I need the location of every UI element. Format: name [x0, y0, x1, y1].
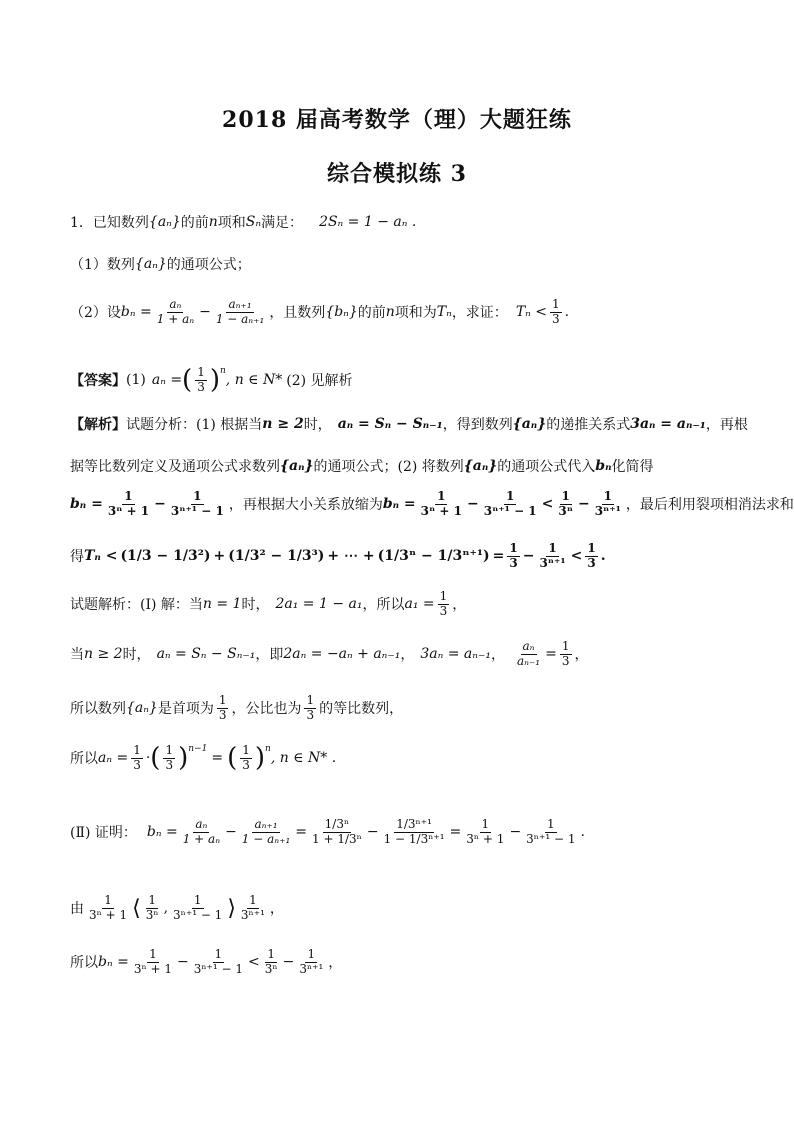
text: ，再根据大小关系放缩为 [228, 497, 383, 514]
solution-line-3 [70, 694, 403, 723]
analysis-label: 【解析】 [70, 417, 126, 433]
text: 的通项公式；(2) 将数列 [313, 459, 464, 475]
exponent: n [220, 366, 226, 376]
math-ineq: Tₙ < [515, 304, 548, 321]
text: 当 [70, 647, 84, 664]
equals-sign: = [211, 750, 224, 767]
problem-text: 项和为 [394, 305, 437, 322]
comma: , [163, 900, 169, 917]
math-cond: n = 1 [202, 596, 242, 613]
left-paren: ( [227, 743, 238, 774]
minus-sign: − [466, 496, 479, 513]
solution-line-4 [70, 744, 336, 773]
problem-text: 项和 [217, 215, 246, 231]
math-var: bₙ = [146, 824, 178, 841]
fraction: $\frac{1}{\text{3ⁿ}}$ [145, 893, 159, 922]
fraction: $\frac{1}{3}$ [561, 639, 570, 668]
right-paren: ) [209, 365, 220, 396]
fraction: $\frac{\text{aₙ}}{\text{1 + aₙ}}$ [182, 817, 221, 846]
math-eq: aₙ = Sₙ − Sₙ₋₁ [156, 646, 256, 663]
math-eq: 3aₙ = aₙ₋₁ [420, 646, 491, 663]
fraction: $\frac{1}{\text{3ⁿ + 1}}$ [89, 893, 128, 922]
fraction: $\frac{1}{\text{3ⁿ⁺¹ − 1}}$ [193, 947, 244, 976]
math-var: n [385, 304, 395, 321]
comma: ， [452, 597, 467, 614]
less-than: < [248, 954, 260, 971]
right-paren: ) [254, 743, 266, 774]
math-var: n [208, 214, 218, 230]
math-seq: {aₙ} [512, 416, 547, 432]
math-group: (1/3² − 1/3³) [228, 548, 325, 565]
fraction: $\frac{1}{\text{3ⁿ⁺¹}}$ [594, 489, 621, 518]
minus-sign: − [509, 824, 522, 841]
math-group: (1/3 − 1/3²) [120, 548, 211, 565]
problem-line-1 [70, 212, 416, 232]
text: (Ⅱ) 证明： [70, 825, 137, 842]
fraction: $\frac{1}{\text{3ⁿ⁺¹ − 1}}$ [483, 489, 537, 518]
text: 所以 [70, 751, 98, 768]
right-angle: ⟩ [227, 895, 236, 921]
solution-line-1 [70, 590, 466, 619]
period: . [600, 548, 606, 565]
equals-sign: = [545, 646, 557, 663]
fraction: $\frac{1}{\text{3ⁿ⁺¹ − 1}}$ [526, 817, 576, 846]
text: 化简得 [611, 459, 654, 475]
text: ，再根 [705, 417, 748, 433]
compound-fraction: $\frac{\text{1/3ⁿ}}{\text{1 + 1/3ⁿ}}$ [312, 817, 362, 846]
problem-text: 1．已知数列 [70, 215, 149, 231]
math-condition: 2Sₙ = 1 − aₙ . [319, 214, 417, 230]
answer-line [70, 366, 353, 395]
problem-q2 [70, 298, 569, 327]
fraction: $\frac{1}{\text{3ⁿ + 1}}$ [466, 817, 505, 846]
math-seq: {aₙ} [126, 700, 158, 717]
period: . [564, 304, 570, 321]
text: 据等比数列定义及通项公式求数列 [70, 459, 280, 475]
minus-sign: − [154, 496, 166, 513]
fraction: $\frac{1}{3}$ [509, 541, 518, 570]
math-seq: {aₙ} [134, 256, 167, 272]
problem-text: 的前 [180, 215, 209, 231]
text: 所以 [70, 955, 98, 972]
minus-sign: − [199, 304, 211, 321]
main-title: 2018 届高考数学（理）大题狂练 [222, 107, 572, 133]
text: 试题分析：(1) 根据当 [126, 417, 263, 433]
problem-q1 [70, 254, 251, 274]
fraction: $\frac{1}{3}$ [133, 743, 141, 772]
fraction: $\frac{\text{aₙ₊₁}}{\text{1 − aₙ₊₁}}$ [215, 297, 265, 326]
fraction: $\frac{1}{3}$ [165, 743, 174, 772]
problem-text: 的通项公式； [166, 257, 251, 273]
solution-line-5 [70, 818, 585, 847]
ellipsis: + ⋯ + [327, 548, 375, 565]
math-var: Tₙ [436, 304, 452, 321]
fraction: $\frac{1}{3}$ [587, 541, 596, 570]
problem-text: 满足： [261, 215, 304, 231]
minus-sign: − [225, 824, 237, 841]
math-seq: {aₙ} [280, 458, 314, 474]
less-than: < [570, 548, 583, 565]
fraction: $\frac{1}{\text{3ⁿ + 1}}$ [107, 489, 150, 518]
text: 时， [122, 647, 151, 664]
fraction: $\frac{1}{\text{3ⁿ⁺¹}}$ [539, 541, 566, 570]
exponent: n−1 [188, 744, 208, 754]
analysis-line-4 [70, 542, 606, 571]
fraction: $\frac{1}{3}$ [197, 365, 205, 394]
math-var: aₙ = [98, 750, 129, 767]
equals-sign: = [295, 824, 308, 841]
minus-sign: − [366, 824, 379, 841]
text: ，即 [255, 647, 284, 664]
math-var: bₙ = [120, 304, 152, 321]
problem-text: ，求证： [451, 305, 508, 322]
math-eq: 2a₁ = 1 − a₁ [275, 596, 363, 613]
analysis-line-3 [70, 490, 794, 519]
left-angle: ⟨ [132, 895, 141, 921]
text: 由 [70, 901, 84, 918]
fraction: $\frac{\text{aₙ}}{\text{1 + aₙ}}$ [156, 297, 195, 326]
math-seq: {aₙ} [148, 214, 181, 230]
solution-line-7 [70, 948, 342, 977]
fraction: $\frac{\text{aₙ}}{\text{aₙ₋₁}}$ [516, 639, 541, 668]
math-domain: , n ∈ N* . [270, 750, 337, 767]
fraction: $\frac{1}{\text{3ⁿ + 1}}$ [133, 947, 172, 976]
fraction: $\frac{1}{3}$ [306, 693, 315, 722]
analysis-line-1 [70, 414, 748, 434]
left-paren: ( [150, 743, 161, 774]
text: ，公比也为 [231, 701, 302, 718]
comma: ， [400, 647, 415, 664]
fraction: $\frac{1}{\text{3ⁿ + 1}}$ [420, 489, 462, 518]
math-var: bₙ [595, 458, 612, 474]
math-eq: aₙ = Sₙ − Sₙ₋₁ [337, 416, 443, 432]
minus-sign: − [176, 954, 189, 971]
math-seq: {aₙ} [463, 458, 498, 474]
dot-operator: · [145, 750, 151, 767]
solution-line-2 [70, 640, 589, 669]
minus-sign: − [522, 548, 535, 565]
text: 的通项公式代入 [497, 459, 596, 475]
math-var: a₁ = [404, 596, 435, 613]
text: 得 [70, 549, 84, 566]
fraction: $\frac{1}{3}$ [552, 297, 560, 326]
comma: ， [574, 647, 589, 664]
math-var: Tₙ < [84, 548, 118, 565]
math-var: bₙ = [382, 496, 416, 513]
text: 的等比数列， [319, 701, 404, 718]
text: ，最后利用裂项相消法求和 [625, 497, 794, 514]
math-cond: n ≥ 2 [262, 416, 304, 432]
problem-text: （2）设 [70, 305, 121, 322]
less-than: < [541, 496, 554, 513]
minus-sign: − [577, 496, 590, 513]
comma: ， [269, 901, 284, 918]
fraction: $\frac{1}{\text{3ⁿ⁺¹ − 1}}$ [170, 489, 224, 518]
fraction: $\frac{1}{3}$ [439, 589, 448, 618]
math-rec: 3aₙ = aₙ₋₁ [630, 416, 706, 432]
exponent: n [265, 744, 271, 754]
left-paren: ( [182, 365, 193, 396]
math-var: Sₙ [245, 214, 262, 230]
math-var: bₙ = [98, 954, 129, 971]
text: 时， [241, 597, 270, 614]
fraction: $\frac{1}{\text{3ⁿ⁺¹}}$ [240, 893, 265, 922]
text: 试题解析：(Ⅰ) 解：当 [70, 597, 203, 614]
math-var: bₙ = [70, 496, 103, 513]
fraction: $\frac{1}{\text{3ⁿ}}$ [264, 947, 278, 976]
equals-sign: = [492, 548, 505, 565]
fraction: $\frac{1}{3}$ [242, 743, 250, 772]
comma: ， [490, 647, 505, 664]
minus-sign: − [282, 954, 295, 971]
text: ，得到数列 [442, 417, 513, 433]
answer-label: 【答案】 [70, 373, 126, 390]
answer-part-2: (2) 见解析 [286, 373, 353, 390]
text: 时， [303, 417, 332, 433]
problem-text: ，且数列 [269, 305, 326, 322]
problem-text: （1）数列 [70, 257, 135, 273]
math-group: (1/3ⁿ − 1/3ⁿ⁺¹) [377, 548, 490, 565]
comma: ， [328, 955, 343, 972]
answer-part-1: (1) [126, 372, 146, 389]
fraction: $\frac{\text{aₙ₊₁}}{\text{1 − aₙ₊₁}}$ [241, 817, 291, 846]
sub-title: 综合模拟练 3 [327, 161, 467, 187]
fraction: $\frac{1}{3}$ [218, 693, 227, 722]
text: ，所以 [362, 597, 405, 614]
math-seq: {bₙ} [325, 304, 358, 321]
fraction: $\frac{1}{\text{3ⁿ⁺¹ − 1}}$ [173, 893, 223, 922]
right-paren: ) [178, 743, 189, 774]
problem-text: 的前 [357, 305, 386, 322]
text: 是首项为 [157, 701, 214, 718]
math-eq: 2aₙ = −aₙ + aₙ₋₁ [283, 646, 401, 663]
fraction: $\frac{1}{\text{3ⁿ}}$ [558, 489, 573, 518]
fraction: $\frac{1}{\text{3ⁿ⁺¹}}$ [299, 947, 324, 976]
math-domain: , n ∈ N* [225, 372, 283, 389]
equals-sign: = [449, 824, 462, 841]
plus-sign: + [213, 548, 226, 565]
text: 的递推关系式 [546, 417, 631, 433]
math-cond: n ≥ 2 [84, 646, 123, 663]
math-expr: aₙ = [151, 372, 183, 389]
analysis-line-2 [70, 456, 653, 476]
text: 所以数列 [70, 701, 126, 718]
solution-line-6 [70, 894, 284, 923]
period: . [580, 824, 585, 841]
compound-fraction: $\frac{\text{1/3ⁿ⁺¹}}{\text{1 − 1/3ⁿ⁺¹}}$ [383, 817, 445, 846]
